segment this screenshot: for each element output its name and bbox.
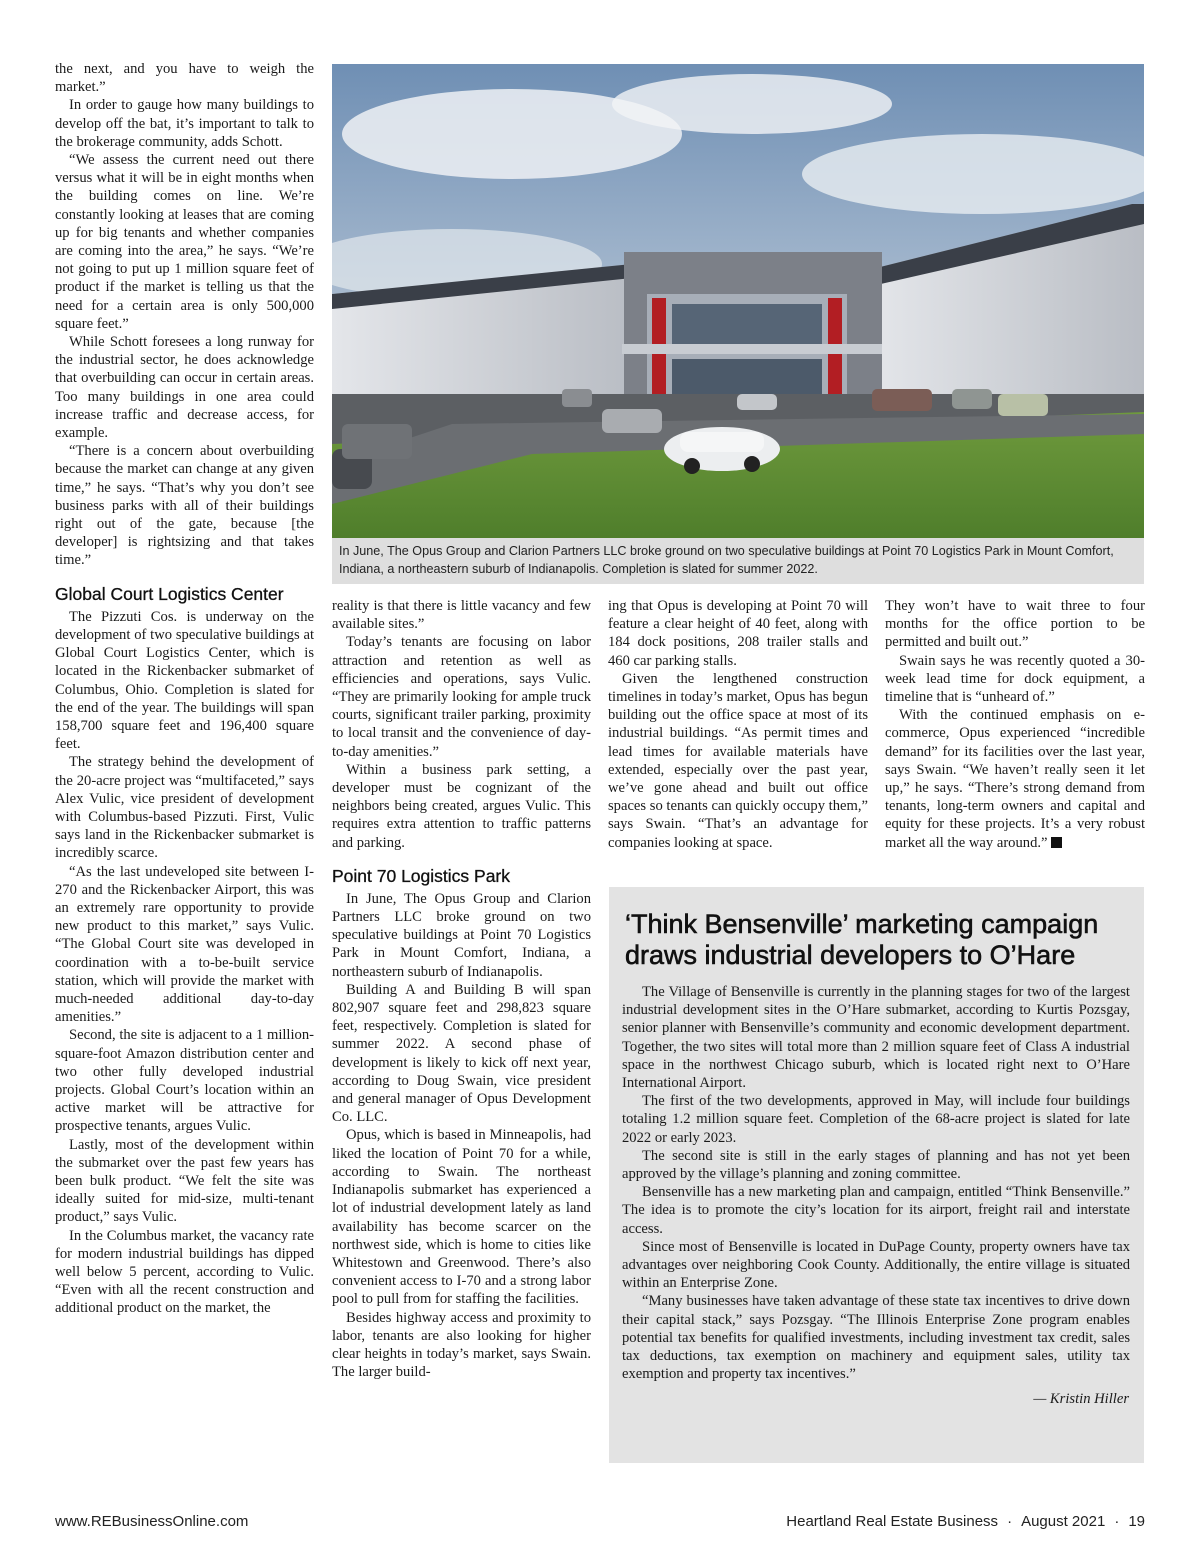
article-column-1: [55, 60, 314, 1318]
paragraph: Bensenville has a new marketing plan and campaign, entitled “Think Bensenville.” The idea is to promote the city’s location for its airport, freight rail and interstate access.: [622, 1184, 1130, 1237]
footer-right: [786, 1513, 1145, 1530]
paragraph: “There is a concern about overbuilding because the market can change at any given time,” he says. “That’s why you don’t see business parks with all of their buildings right out of the gate, because [the developer] is rightsizing and that takes time.”: [55, 443, 314, 569]
paragraph-text: With the continued emphasis on e-commerce, Opus experienced “incredible demand” for its facilities over the last year, says Swain. “We haven’t really seen it let up,” he says. “There’s strong demand from tenants, long-term owners and capital and equity for these projects. It’s a very robust market all the way around.”: [885, 707, 1145, 851]
byline: — Kristin Hiller: [1033, 1391, 1129, 1407]
paragraph: Swain says he was recently quoted a 30-week lead time for dock equipment, a timeline that is “unheard of.”: [885, 652, 1145, 706]
paragraph: Lastly, most of the development within the submarket over the past few years has been bulk product. “We felt the site was ideally suited for mid-size, multi-tenant product,” says Vulic.: [55, 1136, 314, 1226]
paragraph: In order to gauge how many buildings to develop off the bat, it’s important to talk to the brokerage community, adds Schott.: [55, 97, 314, 150]
photo-figure: [332, 64, 1144, 584]
paragraph: Since most of Bensenville is located in DuPage County, property owners have tax advantages over neighboring Cook County. Additionally, the entire village is situated within an Enterprise Zone.: [622, 1238, 1130, 1292]
page-number: 19: [1128, 1513, 1145, 1530]
building-rendering-photo: [332, 64, 1144, 538]
sidebar-title: ‘Think Bensenville’ marketing campaign draws industrial developers to O’Hare: [625, 909, 1099, 970]
paragraph: Given the lengthened construction timelines in today’s market, Opus has begun building out the office space at most of its industrial buildings. “As permit times and lead times for available materials have extended, especially over the past year, we’ve gone ahead and built out office spaces so tenants can quickly occupy them,” says Swain. “That’s an advantage for companies looking at space.: [608, 670, 868, 851]
article-column-4: [885, 597, 1145, 852]
paragraph: reality is that there is little vacancy and few available sites.”: [332, 598, 591, 633]
paragraph: In June, The Opus Group and Clarion Partners LLC broke ground on two speculative buildings at Point 70 Logistics Park in Mount Comfort, Indiana, a northeastern suburb of Indianapolis.: [332, 890, 591, 980]
section-heading-global-court: Global Court Logistics Center: [55, 583, 284, 604]
sidebar-body: [622, 983, 1130, 1383]
paragraph: “As the last undeveloped site between I-270 and the Rickenbacker Airport, this was an extremely rare opportunity to provide new product to this market,” says Vulic. “The Global Court site was developed in coordination with a to-be-built service station, which will provide the market with much-needed additional day-to-day amenities.”: [55, 863, 314, 1026]
paragraph: “We assess the current need out there versus what it will be in eight months when the building comes on line. We’re constantly looking at leases that are coming up for big tenants and whether companies are coming into the area,” he says. “We’re not going to put up 1 million square feet of product if the market is telling us that the need for a certain area is only 500,000 square feet.”: [55, 152, 314, 332]
issue-date: August 2021: [1021, 1513, 1106, 1530]
article-column-2: [332, 597, 591, 1381]
paragraph: The Pizzuti Cos. is underway on the development of two speculative buildings at Global Court Logistics Center, which is located in the Rickenbacker submarket of Columbus, Ohio. Completion is slated for the end of the year. The buildings will span 158,700 square feet and 196,400 square feet.: [55, 608, 314, 753]
paragraph: The Village of Bensenville is currently in the planning stages for two of the largest industrial development sites in the O’Hare submarket, according to Kurtis Pozsgay, senior planner with Bensenville’s community and economic development department. Together, the two sites will total more than 2 million square feet of Class A industrial space in the northwest Chicago suburb, which is located right next to O’Hare International Airport.: [622, 984, 1130, 1092]
separator: ·: [1007, 1513, 1013, 1530]
paragraph: They won’t have to wait three to four months for the office portion to be permitted and built out.”: [885, 598, 1145, 651]
paragraph: “Many businesses have taken advantage of these state tax incentives to drive down their capital stack,” says Pozsgay. “The Illinois Enterprise Zone program enables potential tax benefits for qualified investments, including investment tax credit, sales tax deductions, tax exemption on machinery and equipment sales, utility tax exemption and property tax incentives.”: [622, 1293, 1130, 1383]
paragraph: In the Columbus market, the vacancy rate for modern industrial buildings has dipped well below 5 percent, according to Vulic. “Even with all the recent construction and additional product on the market, the: [55, 1227, 314, 1317]
paragraph: Building A and Building B will span 802,907 square feet and 298,823 square feet, respectively. Completion is slated for summer 2022. A second phase of development is likely to kick off next year, according to Doug Swain, vice president and general manager of Opus Development Co. LLC.: [332, 981, 591, 1126]
section-heading-point-70: Point 70 Logistics Park: [332, 865, 511, 886]
paragraph: the next, and you have to weigh the market.”: [55, 61, 314, 96]
paragraph: While Schott foresees a long runway for the industrial sector, he does acknowledge that overbuilding can occur in certain areas. Too many buildings in one area could increase traffic and decrease access, for example.: [55, 334, 314, 442]
paragraph: ing that Opus is developing at Point 70 will feature a clear height of 40 feet, along with 184 dock positions, 208 trailer stalls and 460 car parking stalls.: [608, 598, 868, 669]
paragraph: Within a business park setting, a developer must be cognizant of the neighbors being created, argues Vulic. This requires extra attention to traffic patterns and parking.: [332, 761, 591, 851]
paragraph: The first of the two developments, approved in May, will include four buildings totaling 1.2 million square feet. Completion of the 68-acre project is slated for late 2022 or early 2023.: [622, 1093, 1130, 1146]
article-column-3: [608, 597, 868, 852]
end-of-story-icon: [1051, 837, 1062, 848]
paragraph: Opus, which is based in Minneapolis, had liked the location of Point 70 for a while, according to Swain. The northeast Indianapolis submarket has experienced a lot of industrial development lately as land availability has become scarcer on the northwest side, which is home to cities like Whitestown and Greenwood. There’s also convenient access to I-70 and a strong labor pool to pull from for staffing the facilities.: [332, 1127, 591, 1308]
sidebar-box: [609, 887, 1144, 1463]
separator: ·: [1114, 1513, 1120, 1530]
website-link[interactable]: www.REBusinessOnline.com: [55, 1513, 249, 1530]
paragraph: The strategy behind the development of the 20-acre project was “multifaceted,” says Alex Vulic, vice president of development with Columbus-based Pizzuti. First, Vulic says land in the Rickenbacker submarket is incredibly scarce.: [55, 754, 314, 862]
paragraph: Today’s tenants are focusing on labor attraction and retention as well as efficiencies and operations, says Vulic. “They are primarily looking for ample truck courts, significant trailer parking, proximity to local transit and the convenience of day-to-day amenities.”: [332, 634, 591, 760]
publication-name: Heartland Real Estate Business: [786, 1513, 999, 1530]
paragraph: Besides highway access and proximity to labor, tenants are also looking for higher clear heights in today’s market, says Swain. The larger build-: [332, 1309, 591, 1381]
paragraph: Second, the site is adjacent to a 1 million-square-foot Amazon distribution center and two other fully developed industrial projects. Global Court’s location within an active market will be attractive for prospective tenants, argues Vulic.: [55, 1027, 314, 1135]
photo-caption: In June, The Opus Group and Clarion Partners LLC broke ground on two speculative buildings at Point 70 Logistics Park in Mount Comfort, Indiana, a northeastern suburb of Indianapolis. Completion is slated for summer 2022.: [339, 544, 1114, 576]
paragraph: [885, 706, 1145, 852]
paragraph: The second site is still in the early stages of planning and has not yet been approved by the village’s planning and zoning committee.: [622, 1147, 1130, 1183]
